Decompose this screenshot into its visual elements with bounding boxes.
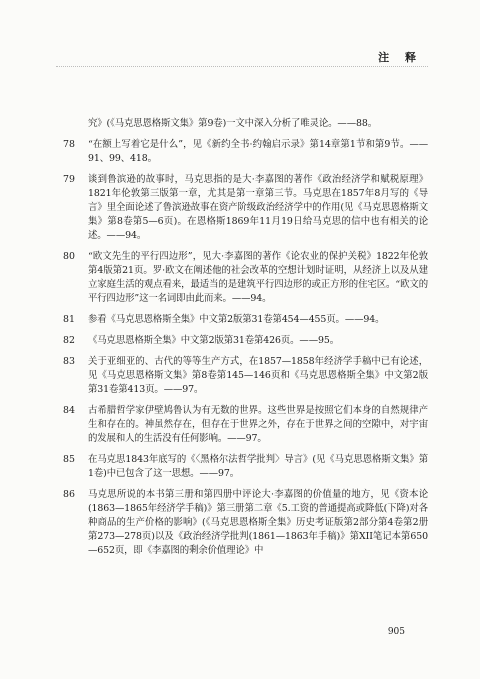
note-text: “在额上写着它是什么”，见《新约全书·约翰启示录》第14章第1节和第9节。——91、99、418。 (88, 139, 428, 164)
note-82 (0, 334, 480, 348)
note-text: 古希腊哲学家伊壁鸠鲁认为有无数的世界。这些世界是按照它们本身的自然规律产生和存在的。神虽然存在，但存在于世界之外，存在于世界之间的空隙中，对宇宙的发展和人的生活没有任何影响。——97。 (88, 405, 428, 444)
running-header: 注 释 (378, 51, 422, 64)
note-number: 81 (63, 314, 75, 325)
note-text: “欧文先生的平行四边形”，见大·李嘉图的著作《论农业的保护关税》1822年伦敦第4版第21页。罗·欧文在阐述他的社会改革的空想计划时证明，从经济上以及从建立家庭生活的观点看来，最适当的是建筑平行四边形的或正方形的住宅区。“欧文的平行四边形”这一名词即由此而来。——94。 (88, 251, 428, 304)
note-text: 参看《马克思恩格斯全集》中文第2版第31卷第454—455页。——94。 (88, 314, 385, 325)
note-number: 78 (63, 139, 75, 150)
note-continuation (0, 117, 480, 131)
note-78 (0, 138, 480, 166)
page-number: 905 (387, 627, 405, 637)
note-80 (0, 250, 480, 306)
note-84 (0, 404, 480, 446)
note-81 (0, 313, 480, 327)
note-85 (0, 453, 480, 481)
note-text: 谈到鲁滨逊的故事时，马克思指的是大·李嘉图的著作《政治经济学和赋税原理》1821年伦敦第三版第一章，尤其是第一章第三节。马克思在1857年8月写的《导言》里全面论述了鲁滨逊故事在资产阶级政治经济学中的作用(见《马克思恩格斯文集》第8卷第5—6页)。在恩格斯1869年11月19日给马克思的信中也有相关的论述。——94。 (88, 174, 428, 241)
note-number: 86 (63, 489, 75, 500)
note-83 (0, 355, 480, 397)
note-text: 在马克思1843年底写的《〈黑格尔法哲学批判〉导言》(见《马克思恩格斯文集》第1卷)中已包含了这一思想。——97。 (88, 454, 428, 479)
notes-list (0, 117, 480, 565)
note-number: 79 (63, 174, 75, 185)
note-text: 马克思所说的本书第三册和第四册中评论大·李嘉图的价值量的地方，见《资本论(1863—1865年经济学手稿)》第三册第二章《5.工资的普通提高或降低(下降)对各种商品的生产价格的影响》(《马克思恩格斯全集》历史考证版第2部分第4卷第2册第273—278页)以及《政治经济学批判(1861—1863年手稿)》第XII笔记本第650—652页，即《李嘉图的剩余价值理论》中 (88, 489, 428, 556)
note-text: 关于亚细亚的、古代的等等生产方式，在1857—1858年经济学手稿中已有论述，见《马克思恩格斯文集》第8卷第145—146页和《马克思恩格斯全集》中文第2版第31卷第413页。——97。 (88, 356, 428, 395)
note-text: 究》(《马克思恩格斯文集》第9卷)一文中深入分析了唯灵论。——88。 (88, 118, 377, 129)
header-divider (56, 66, 428, 67)
note-number: 80 (63, 251, 75, 262)
note-number: 85 (63, 454, 75, 465)
note-text: 《马克思恩格斯全集》中文第2版第31卷第426页。——95。 (88, 335, 339, 346)
note-79 (0, 173, 480, 243)
note-86 (0, 488, 480, 558)
note-number: 82 (63, 335, 75, 346)
note-number: 84 (63, 405, 75, 416)
note-number: 83 (63, 356, 75, 367)
